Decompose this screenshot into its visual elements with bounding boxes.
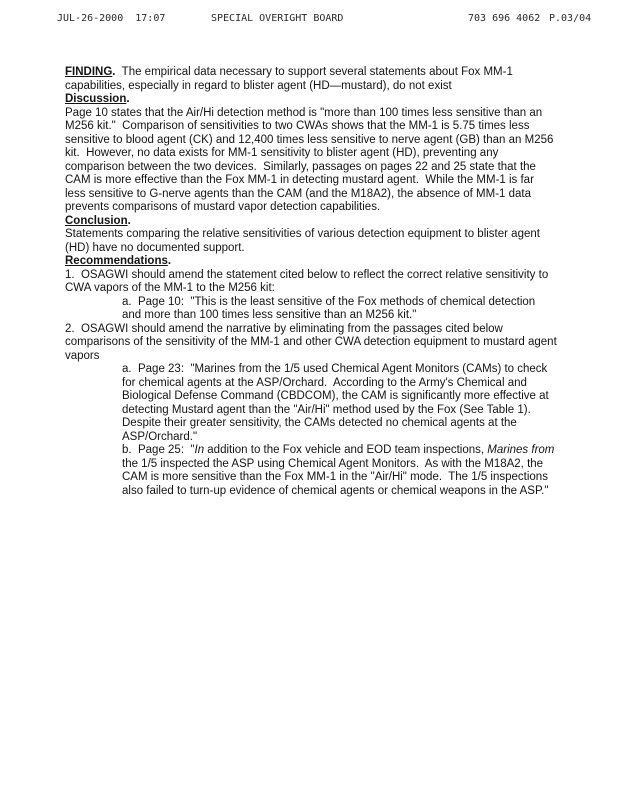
recommendation-1: 1. OSAGWI should amend the statement cited below to reflect the correct relative sensitivity to CWA vapors of the MM-1 to the M256 kit: [65, 268, 552, 294]
fax-number: 703 696 4062 [468, 13, 541, 24]
finding-label-period: . [112, 66, 116, 78]
conclusion-heading-word: Conclusion [65, 214, 128, 227]
recommendation-2: 2. OSAGWI should amend the narrative by eliminating from the passages cited below comparisons of the sensitivity of the MM-1 and other CWA detection equipment to mustard agent vapors [65, 322, 560, 362]
recommendations-heading [65, 255, 557, 269]
conclusion-heading [65, 215, 557, 229]
fax-date-time: JUL-26-2000 17:07 [57, 13, 166, 24]
finding-text: The empirical data necessary to support several statements about Fox MM-1 capabilities, especially in regard to blister agent (HD—mustard), do not exist [65, 66, 517, 92]
document-body [65, 66, 560, 498]
finding-paragraph [65, 66, 557, 93]
recommendations-heading-word: Recommendations [65, 255, 168, 267]
recommendation-2b-text: b. Page 25: " [122, 444, 195, 456]
fax-page-number: P.03/04 [549, 13, 592, 24]
recommendation-2b-italic-2: Marines from [487, 444, 555, 456]
recommendations-heading-period: . [167, 255, 172, 267]
fax-sender: SPECIAL OVERIGHT BOARD [211, 13, 344, 24]
discussion-heading-word: Discussion [65, 93, 127, 105]
discussion-heading [65, 93, 557, 107]
discussion-paragraph: Page 10 states that the Air/Hi detection method is "more than 100 times less sensitive than an M256 kit." Comparison of sensitivities to two CWAs shows that the MM-1 is 5.75 times less sensitive to blood agent (CK) and 12,400 times less sensitive to nerve agent (GB) than an M256 kit. However, no data exists for MM-1 sensitivity to blister agent (HD), preventing any comparison between the two devices. Similarly, passages on pages 22 and 25 state that the CAM is more effective than the Fox MM-1 in detecting mustard agent. While the MM-1 is far less sensitive to G-nerve agents than the CAM (and the M18A2), the absence of MM-1 data prevents comparisons of mustard vapor detection capabilities. [65, 106, 557, 213]
recommendation-1a: a. Page 10: "This is the least sensitive of the Fox methods of chemical detection and more than 100 times less sensitive than an M256 kit." [122, 295, 539, 321]
recommendation-2b [122, 444, 557, 498]
recommendation-2a: a. Page 23: "Marines from the 1/5 used Chemical Agent Monitors (CAMs) to check for chemical agents at the ASP/Orchard. According to the Army's Chemical and Biological Defense Command (CBDCOM), the CAM is significantly more effective at detecting Mustard agent than the "Air/Hi" method used by the Fox (See Table 1). Despite their greater sensitivity, the CAMs detected no chemical agents at the ASP/Orchard." [122, 363, 552, 443]
conclusion-paragraph: Statements comparing the relative sensitivities of various detection equipment to blister agent (HD) have no documented support. [65, 228, 544, 254]
recommendation-2b-text: the 1/5 inspected the ASP using Chemical Agent Monitors. As with the M18A2, the CAM is more sensitive than the Fox MM-1 in the "Air/Hi" mode. The 1/5 inspections also failed to turn-up evidence of chemical agents or chemical weapons in the ASP." [122, 444, 558, 497]
conclusion-heading-period: . [127, 214, 131, 227]
recommendation-2b-italic-1: In [194, 444, 205, 456]
fax-header [0, 13, 619, 27]
discussion-heading-period: . [126, 93, 130, 105]
finding-label: FINDING [65, 66, 113, 78]
recommendation-2b-text: addition to the Fox vehicle and EOD team inspections, [204, 444, 488, 456]
